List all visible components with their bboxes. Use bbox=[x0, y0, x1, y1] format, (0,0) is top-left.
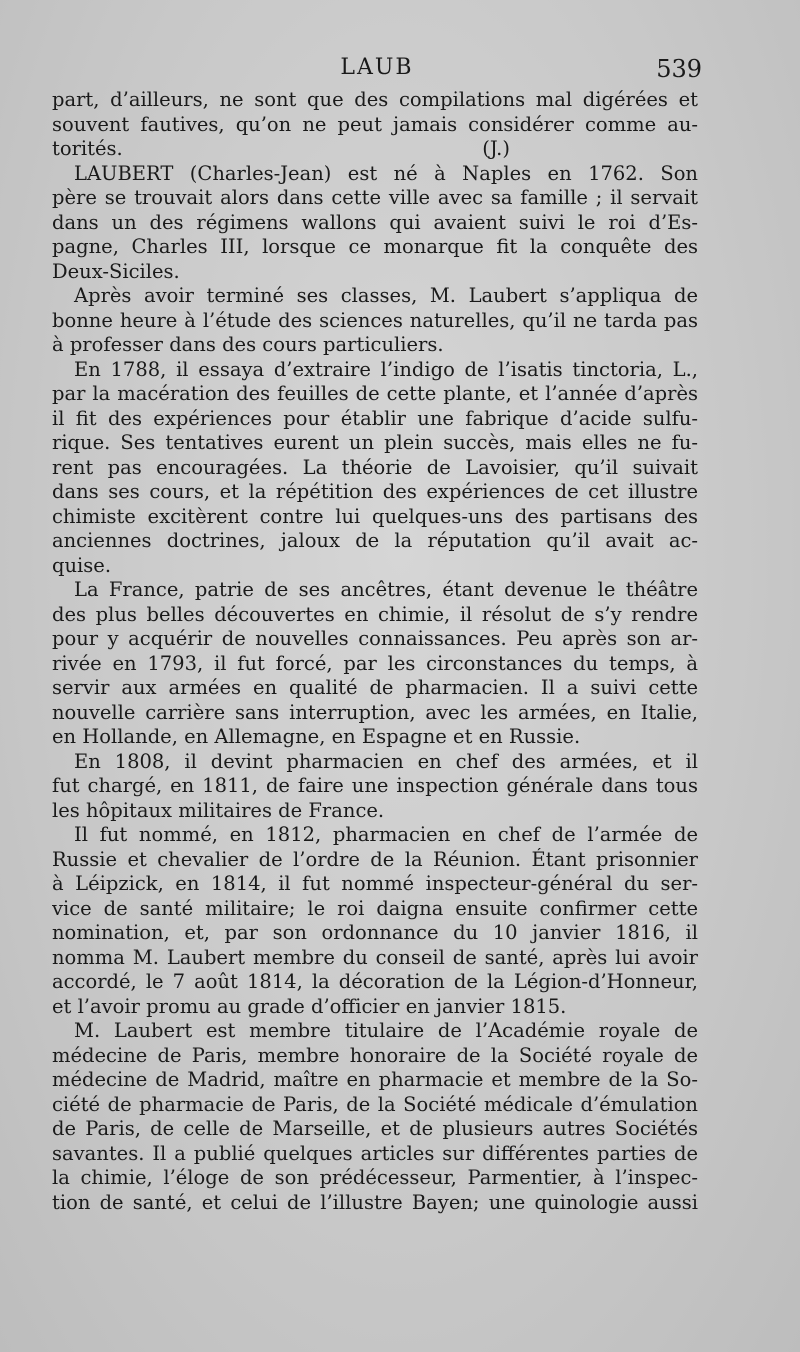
page-header bbox=[52, 55, 702, 89]
text-line: anciennes doctrines, jaloux de la réputation qu’il avait ac- bbox=[52, 529, 698, 552]
text-line: nouvelle carrière sans interruption, avec les armées, en Italie, bbox=[52, 700, 698, 724]
text-line: tion de santé, et celui de l’illustre Bayen; une quinologie aussi bbox=[52, 1190, 698, 1214]
text-line: de Paris, de celle de Marseille, et de plusieurs autres Sociétés bbox=[52, 1117, 698, 1140]
text-line-content: torités. (J.) bbox=[52, 137, 510, 160]
text-line: En 1788, il essaya d’extraire l’indigo de l’isatis tinctoria, L., bbox=[74, 357, 698, 381]
text-line: Il fut nommé, en 1812, pharmacien en chef de l’armée de bbox=[74, 823, 698, 846]
text-line: souvent fautives, qu’on ne peut jamais considérer comme au- bbox=[52, 112, 698, 136]
text-line: rivée en 1793, il fut forcé, par les circonstances du temps, à bbox=[52, 651, 698, 675]
text-line: chimiste excitèrent contre lui quelques-uns des partisans des bbox=[52, 504, 698, 528]
text-line: rent pas encouragées. La théorie de Lavoisier, qu’il suivait bbox=[52, 455, 698, 479]
text-line: père se trouvait alors dans cette ville avec sa famille ; il servait bbox=[52, 186, 698, 209]
text-line: LAUBERT (Charles-Jean) est né à Naples en 1762. Son bbox=[74, 161, 698, 185]
text-line: vice de santé militaire; le roi daigna ensuite confirmer cette bbox=[52, 896, 698, 920]
text-line: médecine de Paris, membre honoraire de la Société royale de bbox=[52, 1043, 698, 1067]
text-line: rique. Ses tentatives eurent un plein succès, mais elles ne fu- bbox=[52, 431, 698, 454]
text-line: dans un des régimens wallons qui avaient suivi le roi d’Es- bbox=[52, 210, 698, 234]
text-line: nomma M. Laubert membre du conseil de santé, après lui avoir bbox=[52, 945, 698, 969]
text-line: En 1808, il devint pharmacien en chef des armées, et il bbox=[74, 749, 698, 773]
text-line: des plus belles découvertes en chimie, il résolut de s’y rendre bbox=[52, 602, 698, 626]
text-line: savantes. Il a publié quelques articles sur différentes parties de bbox=[52, 1141, 698, 1165]
text-line: bonne heure à l’étude des sciences naturelles, qu’il ne tarda pas bbox=[52, 308, 698, 332]
text-line: à professer dans des cours particuliers. bbox=[52, 333, 444, 356]
text-line: quise. bbox=[52, 553, 112, 577]
text-line: pour y acquérir de nouvelles connaissances. Peu après son ar- bbox=[52, 627, 698, 650]
text-line: les hôpitaux militaires de France. bbox=[52, 798, 385, 822]
text-line: à Léipzick, en 1814, il fut nommé inspecteur-général du ser- bbox=[52, 872, 698, 895]
running-title: LAUB bbox=[340, 55, 414, 80]
text-line: par la macération des feuilles de cette plante, et l’année d’après bbox=[52, 382, 698, 405]
text-line: ciété de pharmacie de Paris, de la Société médicale d’émulation bbox=[52, 1092, 698, 1116]
text-line: médecine de Madrid, maître en pharmacie et membre de la So- bbox=[52, 1068, 698, 1091]
text-line: La France, patrie de ses ancêtres, étant devenue le théâtre bbox=[74, 578, 698, 601]
text-line: la chimie, l’éloge de son prédécesseur, Parmentier, à l’inspec- bbox=[52, 1166, 698, 1189]
text-line: il fit des expériences pour établir une fabrique d’acide sulfu- bbox=[52, 406, 698, 430]
page-number: 539 bbox=[656, 55, 702, 83]
text-line: servir aux armées en qualité de pharmacien. Il a suivi cette bbox=[52, 676, 698, 699]
text-line: Après avoir terminé ses classes, M. Laubert s’appliqua de bbox=[74, 284, 698, 307]
text-line: dans ses cours, et la répétition des expériences de cet illustre bbox=[52, 480, 698, 503]
text-line: Deux-Siciles. bbox=[52, 259, 180, 283]
text-line: M. Laubert est membre titulaire de l’Académie royale de bbox=[74, 1019, 698, 1042]
text-line: pagne, Charles III, lorsque ce monarque fit la conquête des bbox=[52, 235, 698, 258]
text-line: fut chargé, en 1811, de faire une inspection générale dans tous bbox=[52, 774, 698, 797]
text-line: accordé, le 7 août 1814, la décoration de la Légion-d’Honneur, bbox=[52, 970, 698, 993]
text-line bbox=[52, 137, 698, 162]
text-line: Russie et chevalier de l’ordre de la Réunion. Étant prisonnier bbox=[52, 847, 698, 871]
text-line: part, d’ailleurs, ne sont que des compilations mal digérées et bbox=[52, 88, 698, 111]
text-line: en Hollande, en Allemagne, en Espagne et en Russie. bbox=[52, 725, 581, 748]
text-line: et l’avoir promu au grade d’officier en janvier 1815. bbox=[52, 994, 567, 1018]
body-text bbox=[52, 88, 698, 1215]
text-line: nomination, et, par son ordonnance du 10 janvier 1816, il bbox=[52, 921, 698, 944]
